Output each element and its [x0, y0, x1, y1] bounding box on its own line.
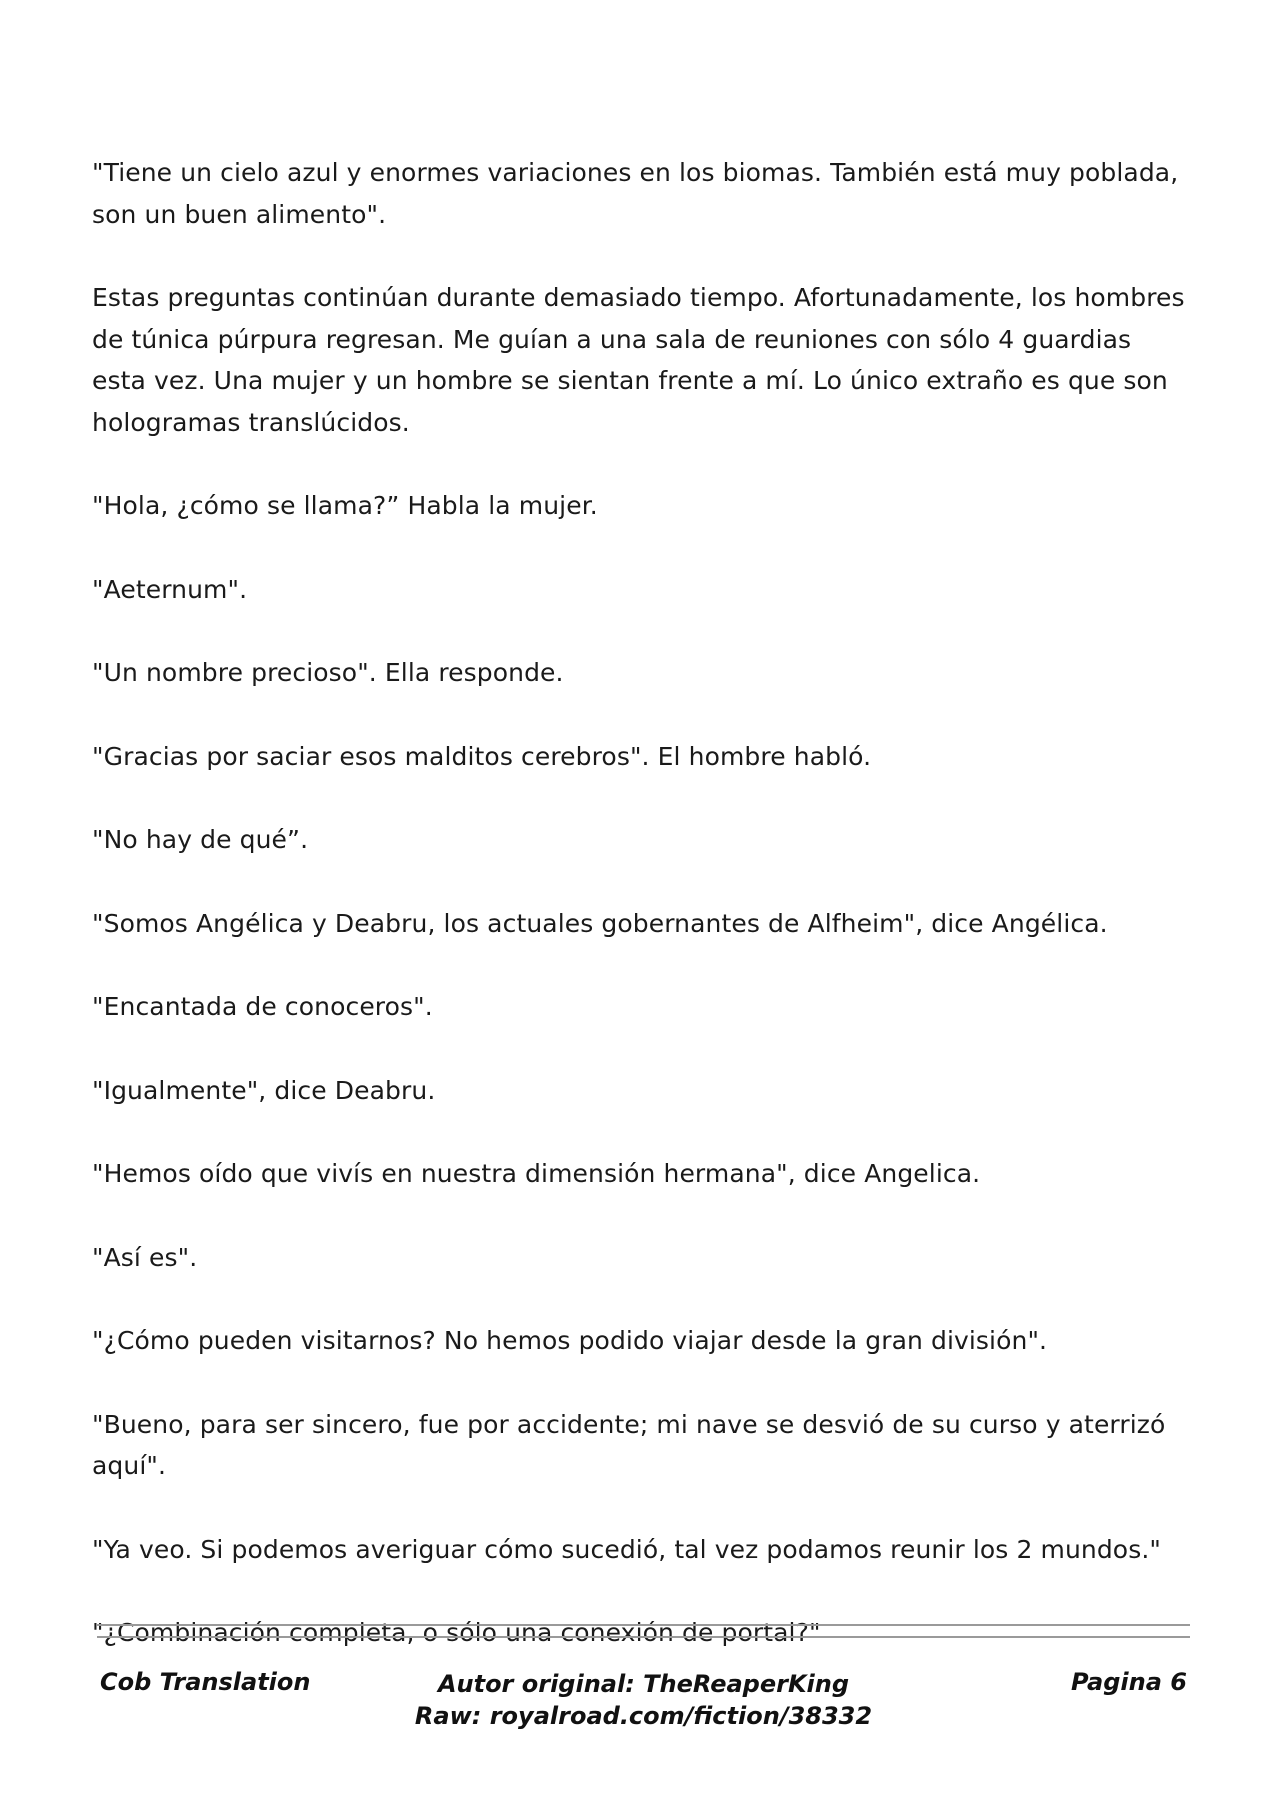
footer-divider-bottom — [97, 1636, 1190, 1638]
body-text — [92, 152, 1192, 1696]
footer-divider-top — [97, 1624, 1190, 1626]
paragraph: "Un nombre precioso". Ella responde. — [92, 658, 564, 687]
paragraph: "Así es". — [92, 1242, 198, 1272]
paragraph: "Somos Angélica y Deabru, los actuales gobernantes de Alfheim", dice Angélica. — [92, 908, 1108, 938]
paragraph: "Bueno, para ser sincero, fue por accidente; mi nave se desvió de su curso y aterrizó aquí". — [92, 1409, 1166, 1480]
paragraph: "Aeternum". — [92, 574, 248, 604]
footer-source: Raw: royalroad.com/fiction/38332 — [414, 1702, 873, 1730]
paragraph: "Tiene un cielo azul y enormes variaciones en los biomas. También está muy poblada, son un buen alimento". — [92, 158, 1179, 229]
paragraph: "¿Combinación completa, o sólo una conexión de portal?" — [92, 1618, 821, 1647]
footer-credits — [97, 1668, 1190, 1732]
footer-author: Autor original: TheReaperKing — [437, 1670, 850, 1698]
paragraph: "Gracias por saciar esos malditos cerebros". El hombre habló. — [92, 741, 872, 771]
paragraph: "Hemos oído que vivís en nuestra dimensión hermana", dice Angelica. — [92, 1159, 981, 1188]
paragraph: "Ya veo. Si podemos averiguar cómo sucedió, tal vez podamos reunir los 2 mundos." — [92, 1534, 1161, 1564]
paragraph: Estas preguntas continúan durante demasiado tiempo. Afortunadamente, los hombres de túnica púrpura regresan. Me guían a una sala de reuniones con sólo 4 guardias esta vez. Una mujer y un hombre se sientan frente a mí. Lo único extraño es que son hologramas translúcidos. — [92, 283, 1185, 437]
paragraph: "¿Cómo pueden visitarnos? No hemos podido viajar desde la gran división". — [92, 1326, 1048, 1355]
footer-translator: Cob Translation — [100, 1668, 311, 1696]
footer-page-number: Pagina 6 — [1071, 1668, 1187, 1696]
page-footer — [97, 1668, 1190, 1758]
paragraph: "No hay de qué”. — [92, 825, 309, 854]
paragraph: "Igualmente", dice Deabru. — [92, 1075, 436, 1105]
paragraph: "Hola, ¿cómo se llama?” Habla la mujer. — [92, 491, 598, 520]
paragraph: "Encantada de conoceros". — [92, 992, 433, 1021]
